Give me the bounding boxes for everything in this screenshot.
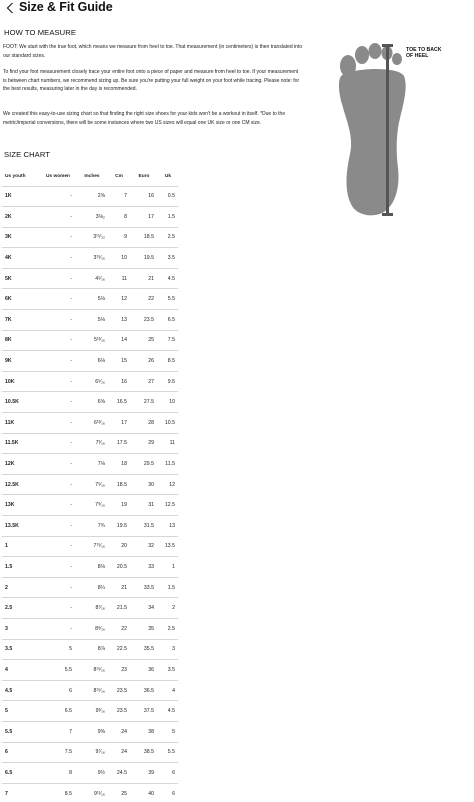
page-title: Size & Fit Guide: [19, 0, 113, 14]
table-cell: 6.5: [40, 701, 76, 722]
table-row: [2, 207, 472, 228]
table-cell: 20: [108, 536, 130, 557]
table-cell: 10: [108, 248, 130, 269]
table-spacer: [178, 536, 472, 557]
table-cell: 3.5: [2, 639, 40, 660]
measure-paragraph-foot: FOOT: We start with the true foot, which means we measure from heel to toe. That measurement (in centimeters) is then translated into our standard sizes.: [3, 44, 303, 59]
table-cell: 7⅛: [76, 454, 108, 475]
table-cell: 7K: [2, 310, 40, 331]
column-header: Euro: [130, 168, 158, 186]
table-row: [2, 227, 472, 248]
table-cell: 2.5: [2, 598, 40, 619]
table-cell: -: [40, 516, 76, 537]
table-cell: 11.5: [158, 454, 178, 475]
table-cell: -: [40, 207, 76, 228]
table-cell: 10K: [2, 371, 40, 392]
table-cell: 6.5: [2, 763, 40, 784]
table-spacer: [178, 268, 472, 289]
table-cell: 8⅛: [76, 557, 108, 578]
table-cell: 5⅛: [76, 310, 108, 331]
table-row: [2, 351, 472, 372]
table-row: [2, 639, 472, 660]
table-row: [2, 721, 472, 742]
table-cell: 5.5: [158, 289, 178, 310]
column-header: Us women: [40, 168, 76, 186]
header-bar: [0, 0, 474, 16]
table-cell: -: [40, 310, 76, 331]
table-cell: 2.5: [158, 618, 178, 639]
table-cell: 9³⁄₁₆: [76, 701, 108, 722]
table-cell: 24: [108, 742, 130, 763]
table-cell: 20.5: [108, 557, 130, 578]
table-cell: 15: [108, 351, 130, 372]
table-spacer: [178, 763, 472, 784]
table-cell: 9: [108, 227, 130, 248]
table-cell: 5: [40, 639, 76, 660]
table-cell: 6: [158, 783, 178, 802]
table-cell: 9½: [76, 763, 108, 784]
table-row: [2, 701, 472, 722]
table-cell: 4: [2, 660, 40, 681]
table-cell: 7: [2, 783, 40, 802]
table-cell: 3: [158, 639, 178, 660]
table-cell: 2: [158, 598, 178, 619]
table-cell: 31.5: [130, 516, 158, 537]
table-cell: 4.5: [158, 701, 178, 722]
table-cell: 3¹⁵⁄₁₆: [76, 248, 108, 269]
toe-to-heel-label: TOE TO BACK OF HEEL: [406, 47, 442, 59]
table-cell: 22: [130, 289, 158, 310]
table-row: [2, 474, 472, 495]
table-cell: 12.5: [158, 495, 178, 516]
table-cell: 5.5: [40, 660, 76, 681]
table-cell: 33: [130, 557, 158, 578]
table-cell: 3K: [2, 227, 40, 248]
table-row: [2, 268, 472, 289]
table-cell: 5.5: [158, 742, 178, 763]
table-cell: 2⅝: [76, 186, 108, 207]
table-cell: 18.5: [108, 474, 130, 495]
table-cell: 19: [108, 495, 130, 516]
table-spacer: [178, 495, 472, 516]
table-cell: 29: [130, 433, 158, 454]
table-spacer: [178, 742, 472, 763]
table-cell: 6: [158, 763, 178, 784]
table-row: [2, 186, 472, 207]
table-spacer: [178, 207, 472, 228]
table-cell: 9K: [2, 351, 40, 372]
table-cell: 8: [40, 763, 76, 784]
table-row: [2, 536, 472, 557]
table-cell: 25: [108, 783, 130, 802]
table-spacer: [178, 516, 472, 537]
table-cell: 28: [130, 413, 158, 434]
table-row: [2, 763, 472, 784]
table-cell: 12K: [2, 454, 40, 475]
table-cell: 30: [130, 474, 158, 495]
table-cell: -: [40, 351, 76, 372]
table-row: [2, 413, 472, 434]
table-cell: 21: [130, 268, 158, 289]
table-spacer: [178, 783, 472, 802]
table-spacer: [178, 598, 472, 619]
table-cell: 6.5: [158, 310, 178, 331]
table-spacer: [178, 392, 472, 413]
table-cell: -: [40, 618, 76, 639]
table-cell: 11: [108, 268, 130, 289]
table-cell: 11: [158, 433, 178, 454]
table-cell: 2: [2, 577, 40, 598]
table-cell: -: [40, 495, 76, 516]
table-cell: 32: [130, 536, 158, 557]
table-cell: 6⅝: [76, 392, 108, 413]
table-cell: 25: [130, 330, 158, 351]
table-cell: 1: [2, 536, 40, 557]
table-cell: 18.5: [130, 227, 158, 248]
table-row: [2, 516, 472, 537]
table-cell: 12: [158, 474, 178, 495]
table-cell: 8⁹⁄₁₆: [76, 618, 108, 639]
table-spacer: [178, 371, 472, 392]
table-cell: 4⁵⁄₁₆: [76, 268, 108, 289]
table-cell: 39: [130, 763, 158, 784]
table-cell: 5⅛: [76, 289, 108, 310]
table-cell: -: [40, 330, 76, 351]
table-cell: 3.5: [158, 660, 178, 681]
table-cell: 10.5: [158, 413, 178, 434]
table-cell: 40: [130, 783, 158, 802]
table-cell: 4.5: [158, 268, 178, 289]
table-cell: 6⁵⁄₁₆: [76, 371, 108, 392]
table-cell: -: [40, 268, 76, 289]
table-cell: -: [40, 413, 76, 434]
table-cell: 8⅞: [76, 639, 108, 660]
table-cell: 0.5: [158, 186, 178, 207]
table-row: [2, 598, 472, 619]
table-cell: -: [40, 433, 76, 454]
table-cell: 23.5: [130, 310, 158, 331]
table-spacer: [178, 289, 472, 310]
table-row: [2, 680, 472, 701]
table-cell: 7: [108, 186, 130, 207]
table-cell: 7³⁄₁₆: [76, 433, 108, 454]
table-row: [2, 660, 472, 681]
table-row: [2, 557, 472, 578]
column-header: Us youth: [2, 168, 40, 186]
table-cell: 8.5: [40, 783, 76, 802]
table-cell: 9.5: [158, 371, 178, 392]
table-cell: 10: [158, 392, 178, 413]
table-cell: 10.5K: [2, 392, 40, 413]
table-cell: -: [40, 371, 76, 392]
table-cell: -: [40, 598, 76, 619]
table-spacer: [178, 433, 472, 454]
table-cell: 24: [108, 721, 130, 742]
table-cell: -: [40, 454, 76, 475]
table-cell: 9⁷⁄₁₆: [76, 742, 108, 763]
table-cell: 1.5: [2, 557, 40, 578]
table-spacer: [178, 168, 472, 186]
table-spacer: [178, 227, 472, 248]
table-cell: 5¹³⁄₁₆: [76, 330, 108, 351]
table-cell: 3: [2, 618, 40, 639]
size-chart-heading: SIZE CHART: [4, 150, 51, 159]
table-cell: 16: [130, 186, 158, 207]
table-cell: 11K: [2, 413, 40, 434]
table-cell: 3.5: [158, 248, 178, 269]
table-cell: 38: [130, 721, 158, 742]
table-cell: 8: [108, 207, 130, 228]
column-header: Uk: [158, 168, 178, 186]
table-spacer: [178, 721, 472, 742]
table-cell: 21.5: [108, 598, 130, 619]
table-cell: 23.5: [108, 701, 130, 722]
table-cell: -: [40, 392, 76, 413]
table-row: [2, 577, 472, 598]
table-cell: 7.5: [158, 330, 178, 351]
table-spacer: [178, 413, 472, 434]
table-cell: 2K: [2, 207, 40, 228]
table-cell: 13.5: [158, 536, 178, 557]
table-row: [2, 618, 472, 639]
table-cell: 8.5: [158, 351, 178, 372]
table-cell: 13.5K: [2, 516, 40, 537]
table-cell: 6⅛: [76, 351, 108, 372]
table-cell: 26: [130, 351, 158, 372]
table-cell: 35.5: [130, 639, 158, 660]
table-cell: 21: [108, 577, 130, 598]
table-cell: 12.5K: [2, 474, 40, 495]
table-spacer: [178, 701, 472, 722]
table-row: [2, 454, 472, 475]
table-cell: -: [40, 536, 76, 557]
table-row: [2, 310, 472, 331]
table-row: [2, 371, 472, 392]
table-cell: -: [40, 474, 76, 495]
table-cell: 9¹¹⁄₁₆: [76, 783, 108, 802]
table-row: [2, 783, 472, 802]
table-cell: 7¹⁵⁄₁₆: [76, 536, 108, 557]
table-spacer: [178, 330, 472, 351]
table-cell: 4.5: [2, 680, 40, 701]
table-row: [2, 433, 472, 454]
table-cell: 1: [158, 557, 178, 578]
table-cell: 5: [158, 721, 178, 742]
chevron-left-icon[interactable]: [4, 1, 16, 15]
table-cell: 3⅛₂: [76, 207, 108, 228]
table-cell: 2.5: [158, 227, 178, 248]
table-cell: 13: [158, 516, 178, 537]
table-cell: 1.5: [158, 207, 178, 228]
table-cell: 5: [2, 701, 40, 722]
table-cell: 8⁷⁄₁₆: [76, 598, 108, 619]
size-chart-table: [2, 168, 472, 802]
table-cell: 19.5: [108, 516, 130, 537]
table-row: [2, 289, 472, 310]
table-spacer: [178, 186, 472, 207]
table-cell: 16.5: [108, 392, 130, 413]
measure-paragraph-chart-note: We created this easy-to-use sizing chart so that finding the right size shoes for your kids won't be a workout in itself. *Due to the metric/imperial conversions, there will be some instances where two US sizes will equal one UK size or one CM size.: [3, 111, 286, 126]
table-cell: 4: [158, 680, 178, 701]
table-spacer: [178, 454, 472, 475]
table-cell: 19.5: [130, 248, 158, 269]
table-cell: 16: [108, 371, 130, 392]
table-cell: 14: [108, 330, 130, 351]
table-cell: -: [40, 557, 76, 578]
table-row: [2, 392, 472, 413]
table-cell: 23: [108, 660, 130, 681]
table-cell: 13: [108, 310, 130, 331]
table-cell: 18: [108, 454, 130, 475]
table-spacer: [178, 351, 472, 372]
table-spacer: [178, 660, 472, 681]
table-cell: 38.5: [130, 742, 158, 763]
table-spacer: [178, 680, 472, 701]
table-cell: 6¹³⁄₁₆: [76, 413, 108, 434]
table-cell: 17: [130, 207, 158, 228]
table-spacer: [178, 557, 472, 578]
table-cell: -: [40, 577, 76, 598]
table-cell: 22: [108, 618, 130, 639]
table-cell: 33.5: [130, 577, 158, 598]
table-header-row: [2, 168, 472, 186]
table-cell: 24.5: [108, 763, 130, 784]
table-cell: 6: [2, 742, 40, 763]
table-cell: 7⁹⁄₁₆: [76, 495, 108, 516]
table-cell: 7¾: [76, 516, 108, 537]
table-cell: 34: [130, 598, 158, 619]
table-cell: 5K: [2, 268, 40, 289]
table-cell: 29.5: [130, 454, 158, 475]
table-cell: 27.5: [130, 392, 158, 413]
table-cell: 36.5: [130, 680, 158, 701]
table-cell: 8¹⁵⁄₁₆: [76, 680, 108, 701]
table-cell: 11.5K: [2, 433, 40, 454]
table-cell: 37.5: [130, 701, 158, 722]
table-spacer: [178, 618, 472, 639]
table-cell: 17.5: [108, 433, 130, 454]
table-cell: 12: [108, 289, 130, 310]
table-cell: 8¹⁵⁄₁₆: [76, 660, 108, 681]
table-cell: 5.5: [2, 721, 40, 742]
table-row: [2, 495, 472, 516]
table-cell: -: [40, 289, 76, 310]
table-spacer: [178, 310, 472, 331]
table-cell: 8¼: [76, 577, 108, 598]
table-row: [2, 248, 472, 269]
table-cell: 23.5: [108, 680, 130, 701]
table-cell: 7.5: [40, 742, 76, 763]
table-cell: 22.5: [108, 639, 130, 660]
table-cell: 1.5: [158, 577, 178, 598]
table-cell: 9⅜: [76, 721, 108, 742]
how-to-measure-heading: HOW TO MEASURE: [4, 28, 77, 37]
table-spacer: [178, 639, 472, 660]
table-cell: 6: [40, 680, 76, 701]
table-spacer: [178, 577, 472, 598]
measure-paragraph-instructions: To find your foot measurement closely trace your entire foot onto a piece of paper and measure from heel to toe. If your measurement is between chart numbers, we recommend sizing up. Be sure you're putting your full weight on your foot while tracing. Please note: for the best results, measuring later in the day is recommended.: [3, 69, 300, 92]
table-cell: 36: [130, 660, 158, 681]
table-cell: 27: [130, 371, 158, 392]
table-cell: 6K: [2, 289, 40, 310]
table-cell: 17: [108, 413, 130, 434]
table-row: [2, 330, 472, 351]
table-cell: 7⁵⁄₁₆: [76, 474, 108, 495]
table-cell: -: [40, 248, 76, 269]
column-header: Cm: [108, 168, 130, 186]
column-header: Inches: [76, 168, 108, 186]
table-cell: 4K: [2, 248, 40, 269]
table-cell: 3¹⁵⁄₃₂: [76, 227, 108, 248]
table-cell: -: [40, 186, 76, 207]
table-spacer: [178, 474, 472, 495]
table-cell: 13K: [2, 495, 40, 516]
table-cell: 1K: [2, 186, 40, 207]
table-cell: 35: [130, 618, 158, 639]
table-cell: 7: [40, 721, 76, 742]
table-cell: 31: [130, 495, 158, 516]
table-cell: 8K: [2, 330, 40, 351]
table-spacer: [178, 248, 472, 269]
table-cell: -: [40, 227, 76, 248]
table-row: [2, 742, 472, 763]
